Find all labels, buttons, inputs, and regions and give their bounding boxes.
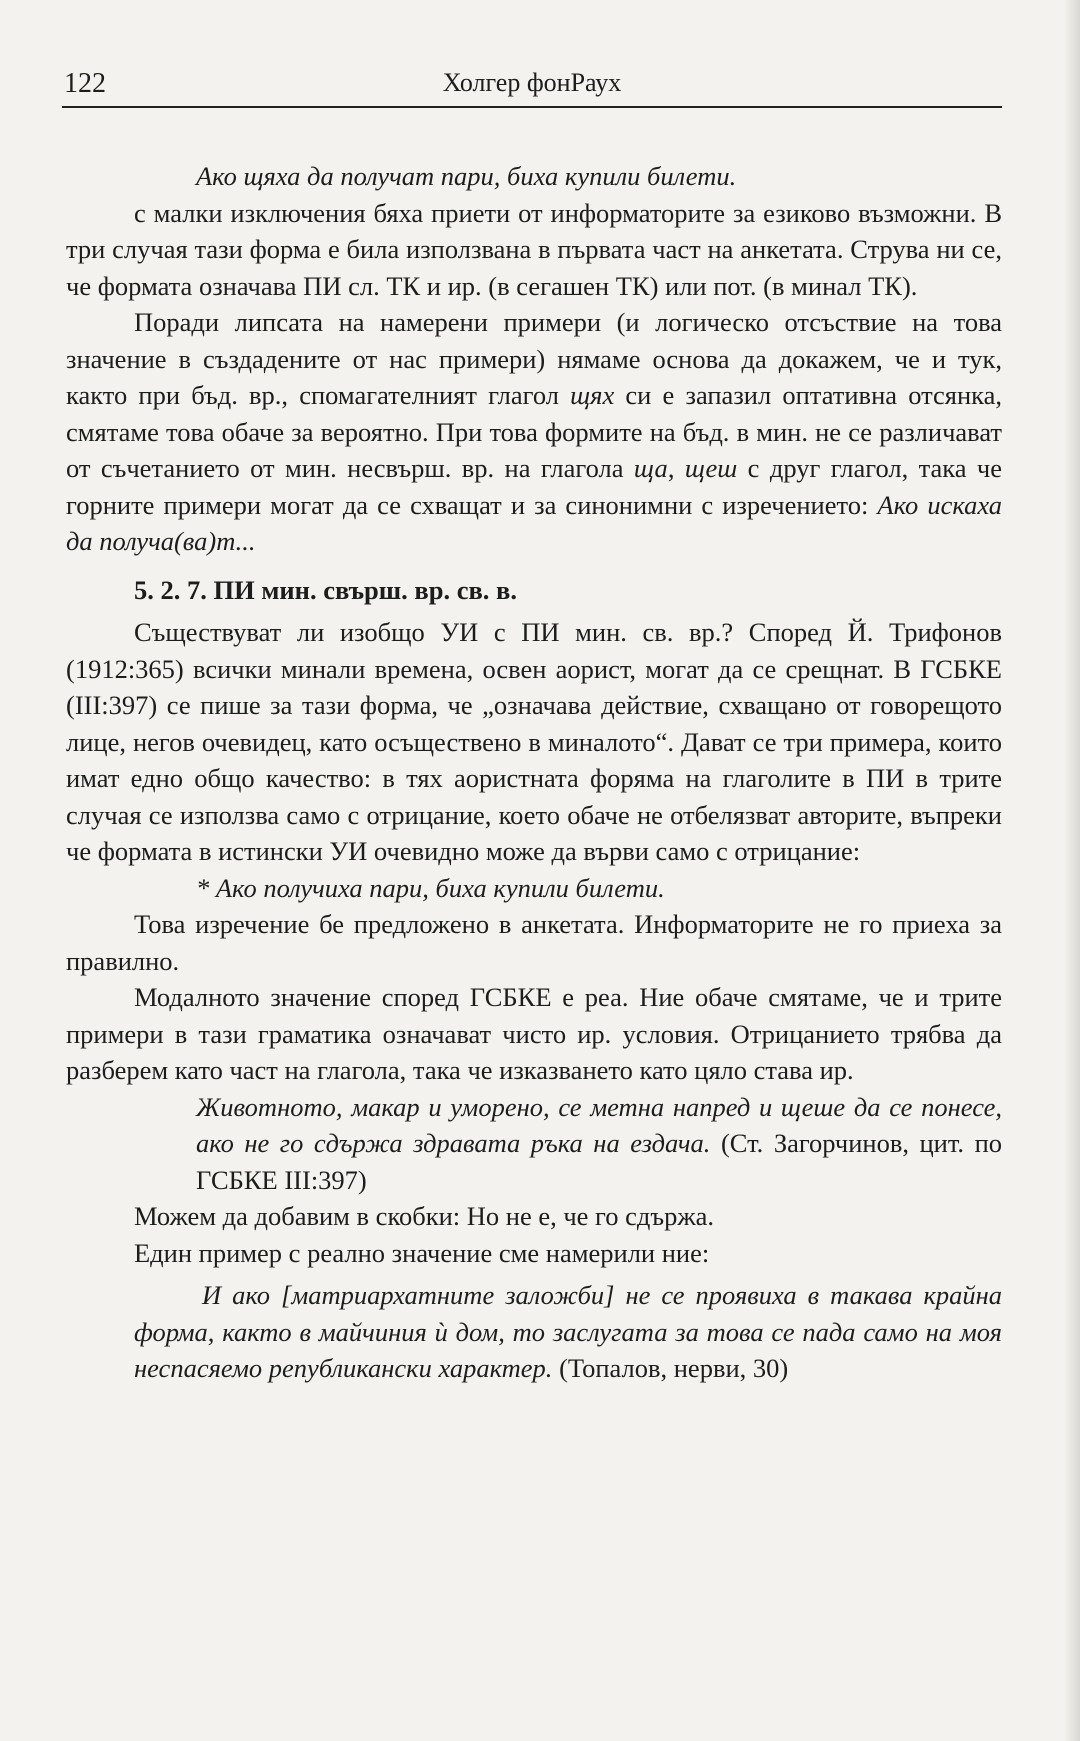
quote-2 <box>66 1277 1002 1387</box>
quote-2-source: (Топалов, нерви, 30) <box>552 1353 789 1383</box>
paragraph-6: Можем да добавим в скобки: Но не е, че го сдържа. <box>134 1201 715 1231</box>
page-spine-shadow <box>1064 0 1080 1741</box>
example-sentence-2: * Ако получиха пари, биха купили билети. <box>196 872 665 903</box>
paragraph-5: Модалното значение според ГСБКЕ е реа. Ние обаче смятаме, че и трите примери в тази граматика означават чисто ир. условия. Отрицанието трябва да разберем като част на глагола, така че изказването като цяло става ир. <box>66 982 1002 1085</box>
paragraph-2-text-c: , <box>667 453 685 483</box>
paragraph-1: с малки изключения бяха приети от информаторите за езиково възможни. В три случая тази форма е била използвана в първата част на анкетата. Струва ни се, че формата означава ПИ сл. ТК и ир. (в сегашен ТК) или пот. (в минал ТК). <box>66 197 1002 301</box>
section-heading: 5. 2. 7. ПИ мин. свърш. вр. св. в. <box>134 574 517 605</box>
running-head: Холгер фонРаух <box>442 68 622 97</box>
paragraph-2 <box>66 304 1002 560</box>
page-header <box>62 64 1002 104</box>
quote-1-text: Животното, макар и уморено, се метна напред и щеше да се понесе, ако не го сдържа здравата ръка на ездача. <box>196 1091 1002 1158</box>
quote-1 <box>66 1089 1002 1199</box>
paragraph-3: Съществуват ли изобщо УИ с ПИ мин. св. вр.? Според Й. Трифонов (1912:365) всички минали времена, освен аорист, могат да се срещнат. В ГСБКЕ (III:397) се пише за тази форма, че „означава действие, схващано от говорещото лице, негов очевидец, като осъществено в миналото“. Дават се три примера, които имат едно общо качество: в тях аористната форяма на глаголите в ПИ в трите случая се използва само с отрицание, което обаче не отбелязват авторите, въпреки че формата в истински УИ очевидно може да върви само с отрицание: <box>66 617 1002 866</box>
quote-1-source: (Ст. Загорчинов, цит. по ГСБКЕ III:397) <box>196 1128 1002 1195</box>
page-body <box>66 158 1002 1387</box>
paragraph-2-word-3: щеш <box>684 453 738 483</box>
page-number: 122 <box>64 68 106 99</box>
paragraph-2-word-1: щях <box>570 380 615 410</box>
quote-2-text: И ако [матриархатните заложби] не се проявиха в такава крайна форма, както в майчиния ѝ дом, то заслугата за това се пада само на моя неспасяемо републикански характер. <box>134 1280 1002 1383</box>
example-sentence-1: Ако щяха да получат пари, биха купили билети. <box>196 161 737 191</box>
paragraph-2-example: Ако искаха да получа(ва)т... <box>66 489 1002 556</box>
paragraph-2-text-b: си е запазил оптативна отсянка, смятаме това обаче за вероятно. При това формите на бъд. в мин. не се различават от съчетанието от мин. несвърш. вр. на глагола <box>66 380 1002 483</box>
paragraph-2-word-2: ща <box>633 453 668 483</box>
paragraph-4: Това изречение бе предложено в анкетата. Информаторите не го приеха за правилно. <box>66 909 1002 976</box>
paragraph-2-text-d: с друг глагол, така че горните примери могат да се схващат и за синонимни с изречението: <box>66 453 1003 520</box>
header-rule <box>62 106 1002 108</box>
paragraph-7: Един пример с реално значение сме намерили ние: <box>134 1237 710 1268</box>
paragraph-2-text-a: Поради липсата на намерени примери (и логическо отсъствие на това значение в създадените от нас примери) нямаме основа да докажем, че и тук, както при бъд. вр., спомагателният глагол <box>66 307 1002 410</box>
